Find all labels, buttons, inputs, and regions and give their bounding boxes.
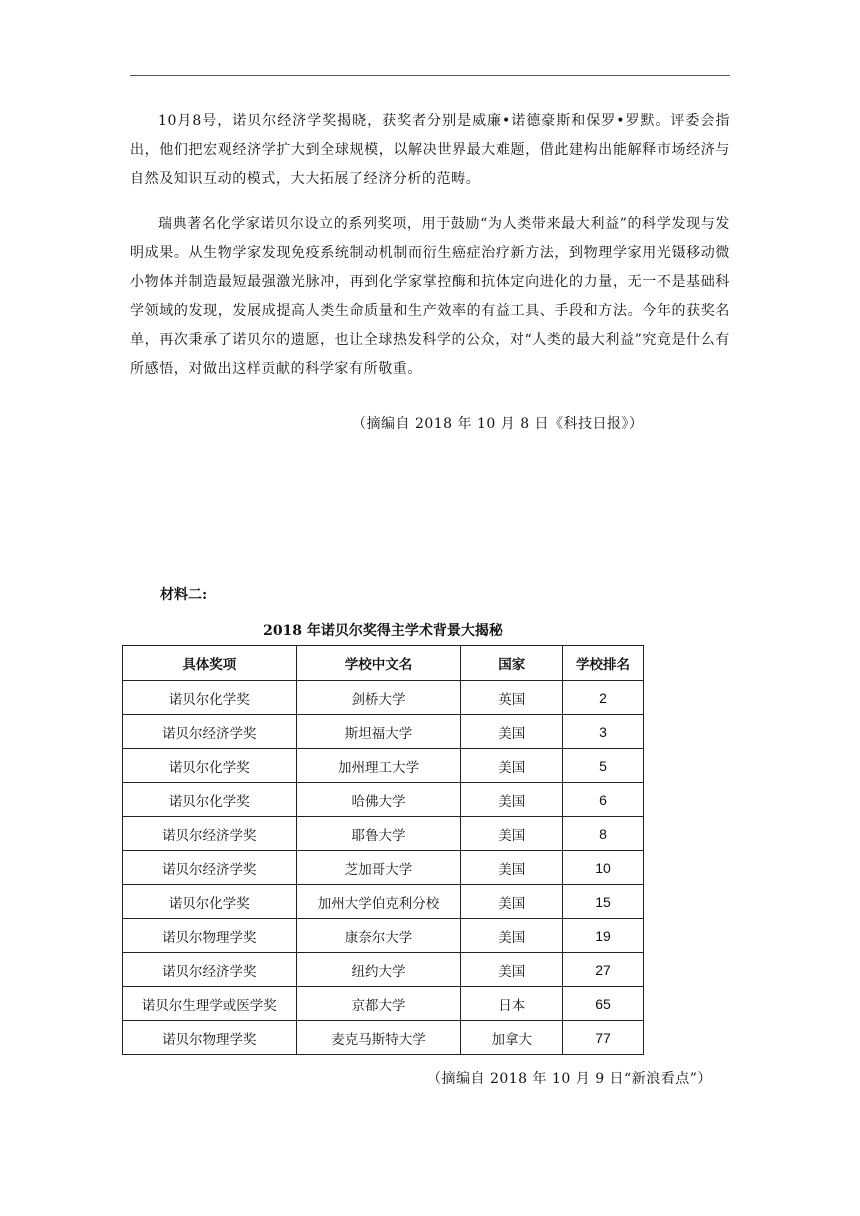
header-country: 国家 xyxy=(461,646,563,681)
school-cell: 斯坦福大学 xyxy=(296,715,461,749)
award-cell: 诺贝尔经济学奖 xyxy=(123,851,297,885)
country-cell: 美国 xyxy=(461,817,563,851)
award-cell: 诺贝尔物理学奖 xyxy=(123,1021,297,1055)
award-cell: 诺贝尔化学奖 xyxy=(123,749,297,783)
table-row xyxy=(123,783,644,817)
material-two-label: 材料二: xyxy=(160,587,208,603)
table-row xyxy=(123,749,644,783)
country-cell: 加拿大 xyxy=(461,1021,563,1055)
country-cell: 美国 xyxy=(461,953,563,987)
country-cell: 英国 xyxy=(461,681,563,715)
paragraph-2: 瑞典著名化学家诺贝尔设立的系列奖项，用于鼓励“为人类带来最大利益”的科学发现与发明成果。从生物学家发现免疫系统制动机制而衍生癌症治疗新方法，到物理学家用光镊移动微小物体并制造最短最强激光脉冲，再到化学家掌控酶和抗体定向进化的力量，无一不是基础科学领域的发现，发展成提高人类生命质量和生产效率的有益工具、手段和方法。今年的获奖名单，再次秉承了诺贝尔的遗愿，也让全球热发科学的公众，对“人类的最大利益”究竟是什么有所感悟，对做出这样贡献的科学家有所敬重。 xyxy=(130,216,730,377)
header-school: 学校中文名 xyxy=(296,646,461,681)
award-cell: 诺贝尔生理学或医学奖 xyxy=(123,987,297,1021)
country-cell: 美国 xyxy=(461,885,563,919)
country-cell: 美国 xyxy=(461,783,563,817)
country-cell: 美国 xyxy=(461,851,563,885)
table-row xyxy=(123,715,644,749)
award-cell: 诺贝尔经济学奖 xyxy=(123,953,297,987)
rank-cell: 2 xyxy=(563,681,644,715)
country-cell: 日本 xyxy=(461,987,563,1021)
table-row xyxy=(123,817,644,851)
rank-cell: 6 xyxy=(563,783,644,817)
rank-cell: 10 xyxy=(563,851,644,885)
table-row xyxy=(123,953,644,987)
header-rule xyxy=(130,75,730,76)
school-cell: 麦克马斯特大学 xyxy=(296,1021,461,1055)
school-cell: 加州大学伯克利分校 xyxy=(296,885,461,919)
award-cell: 诺贝尔物理学奖 xyxy=(123,919,297,953)
award-cell: 诺贝尔化学奖 xyxy=(123,783,297,817)
school-cell: 京都大学 xyxy=(296,987,461,1021)
table-row xyxy=(123,919,644,953)
rank-cell: 27 xyxy=(563,953,644,987)
header-rank: 学校排名 xyxy=(563,646,644,681)
award-cell: 诺贝尔经济学奖 xyxy=(123,817,297,851)
nobel-table xyxy=(122,645,644,1055)
school-cell: 耶鲁大学 xyxy=(296,817,461,851)
school-cell: 加州理工大学 xyxy=(296,749,461,783)
rank-cell: 15 xyxy=(563,885,644,919)
table-header-row xyxy=(123,646,644,681)
table-row xyxy=(123,851,644,885)
country-cell: 美国 xyxy=(461,749,563,783)
rank-cell: 8 xyxy=(563,817,644,851)
table-title: 2018 年诺贝尔奖得主学术背景大揭秘 xyxy=(263,623,503,639)
table-row xyxy=(123,885,644,919)
header-award: 具体奖项 xyxy=(123,646,297,681)
rank-cell: 65 xyxy=(563,987,644,1021)
school-cell: 哈佛大学 xyxy=(296,783,461,817)
table-row xyxy=(123,1021,644,1055)
school-cell: 剑桥大学 xyxy=(296,681,461,715)
rank-cell: 5 xyxy=(563,749,644,783)
award-cell: 诺贝尔化学奖 xyxy=(123,885,297,919)
country-cell: 美国 xyxy=(461,919,563,953)
source-citation-1: （摘编自 2018 年 10 月 8 日《科技日报》） xyxy=(352,416,644,432)
source-citation-2: （摘编自 2018 年 10 月 9 日“新浪看点”） xyxy=(427,1071,712,1087)
table-row xyxy=(123,681,644,715)
school-cell: 康奈尔大学 xyxy=(296,919,461,953)
country-cell: 美国 xyxy=(461,715,563,749)
table-row xyxy=(123,987,644,1021)
paragraph-1: 10月8号，诺贝尔经济学奖揭晓，获奖者分别是威廉•诺德豪斯和保罗•罗默。评委会指出，他们把宏观经济学扩大到全球规模，以解决世界最大难题，借此建构出能解释市场经济与自然及知识互动的模式，大大拓展了经济分析的范畴。 xyxy=(130,113,730,187)
award-cell: 诺贝尔化学奖 xyxy=(123,681,297,715)
rank-cell: 3 xyxy=(563,715,644,749)
school-cell: 芝加哥大学 xyxy=(296,851,461,885)
award-cell: 诺贝尔经济学奖 xyxy=(123,715,297,749)
rank-cell: 77 xyxy=(563,1021,644,1055)
school-cell: 纽约大学 xyxy=(296,953,461,987)
rank-cell: 19 xyxy=(563,919,644,953)
